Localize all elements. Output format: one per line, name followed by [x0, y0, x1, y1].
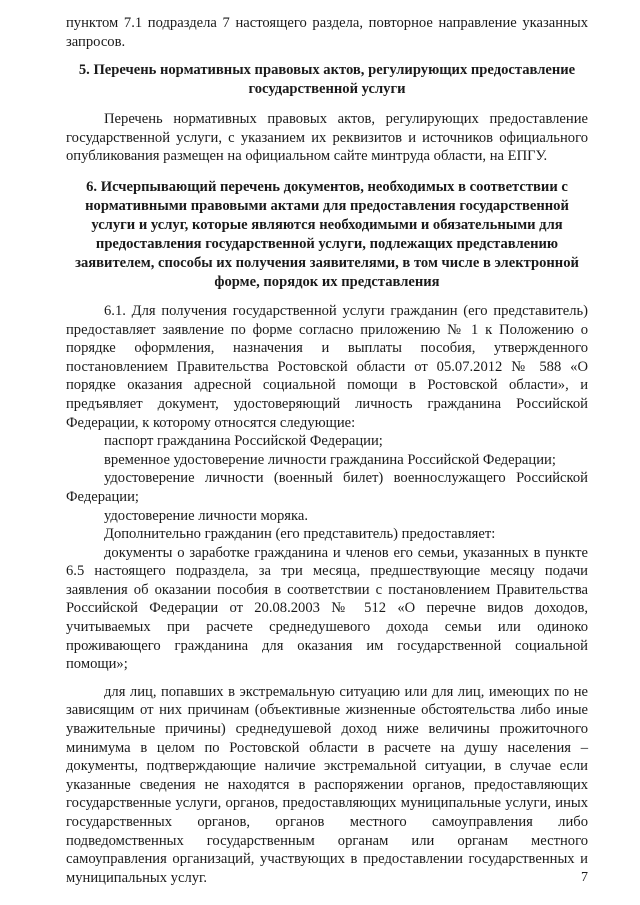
id-item-military: удостоверение личности (военный билет) военнослужащего Российской Федерации; — [66, 470, 588, 505]
additional-intro: Дополнительно гражданин (его представитель) предоставляет: — [104, 526, 496, 543]
section-5-paragraph: Перечень нормативных правовых актов, регулирующих предоставление государственной услуги, с указанием их реквизитов и источников официального опубликования размещен на официальном сайте минтруда области, на ЕПГУ. — [66, 111, 588, 165]
paragraph-6-1: 6.1. Для получения государственной услуги гражданин (его представитель) предоставляет заявление по форме согласно приложению № 1 к Положению о порядке оформления, назначения и выплаты пособия, утвержденного постановлением Правительства Ростовской области от 05.07.2012 № 588 «О порядке оказания адресной социальной помощи в Ростовской области», и предъявляет документ, удостоверяющий личность гражданина Российской Федерации, к которому относятся следующие: — [66, 302, 588, 431]
id-item-seaman: удостоверение личности моряка. — [104, 507, 308, 524]
document-page — [66, 14, 588, 887]
emergency-documents: для лиц, попавших в экстремальную ситуацию или для лиц, имеющих по не зависящим от них причинам (объективные жизненные обстоятельства либо иные уважительные причины) среднедушевой доход ниже величины прожиточного минимума в целом по Ростовской области в расчете на душу населения – документы, подтверждающие наличие экстремальной ситуации, в случае если указанные сведения не находятся в распоряжении органов, предоставляющих государственные услуги, органов, предоставляющих муниципальные услуги, иных государственных органов, органов местного самоуправления либо подведомственных государственным органам или органам местного самоуправления организаций, участвующих в предоставлении государственных и муниципальных услуг. — [66, 683, 588, 886]
page-number: 7 — [581, 870, 588, 885]
id-item-temporary: временное удостоверение личности гражданина Российской Федерации; — [104, 451, 556, 468]
intro-text: пунктом 7.1 подраздела 7 настоящего раздела, повторное направление указанных запросов. — [66, 15, 588, 50]
section-5-heading: 5. Перечень нормативных правовых актов, регулирующих предоставление государственной услуги — [78, 62, 576, 98]
id-item-passport: паспорт гражданина Российской Федерации; — [104, 433, 383, 450]
section-6-heading: 6. Исчерпывающий перечень документов, необходимых в соответствии с нормативными правовыми актами для предоставления государственной услуги и услуг, которые являются необходимыми и обязательными для предоставления государственной услуги, подлежащих представлению заявителем, способы их получения заявителями, в том числе в электронной форме, порядок их представления — [75, 178, 579, 290]
income-documents: документы о заработке гражданина и членов его семьи, указанных в пункте 6.5 настоящего подраздела, за три месяца, предшествующие месяцу подачи заявления об оказании пособия в соответствии с постановлением Правительства Российской Федерации от 20.08.2003 № 512 «О перечне видов доходов, учитываемых при расчете среднедушевого дохода семьи или одиноко проживающего гражданина для оказания им государственной социальной помощи»; — [66, 544, 588, 673]
